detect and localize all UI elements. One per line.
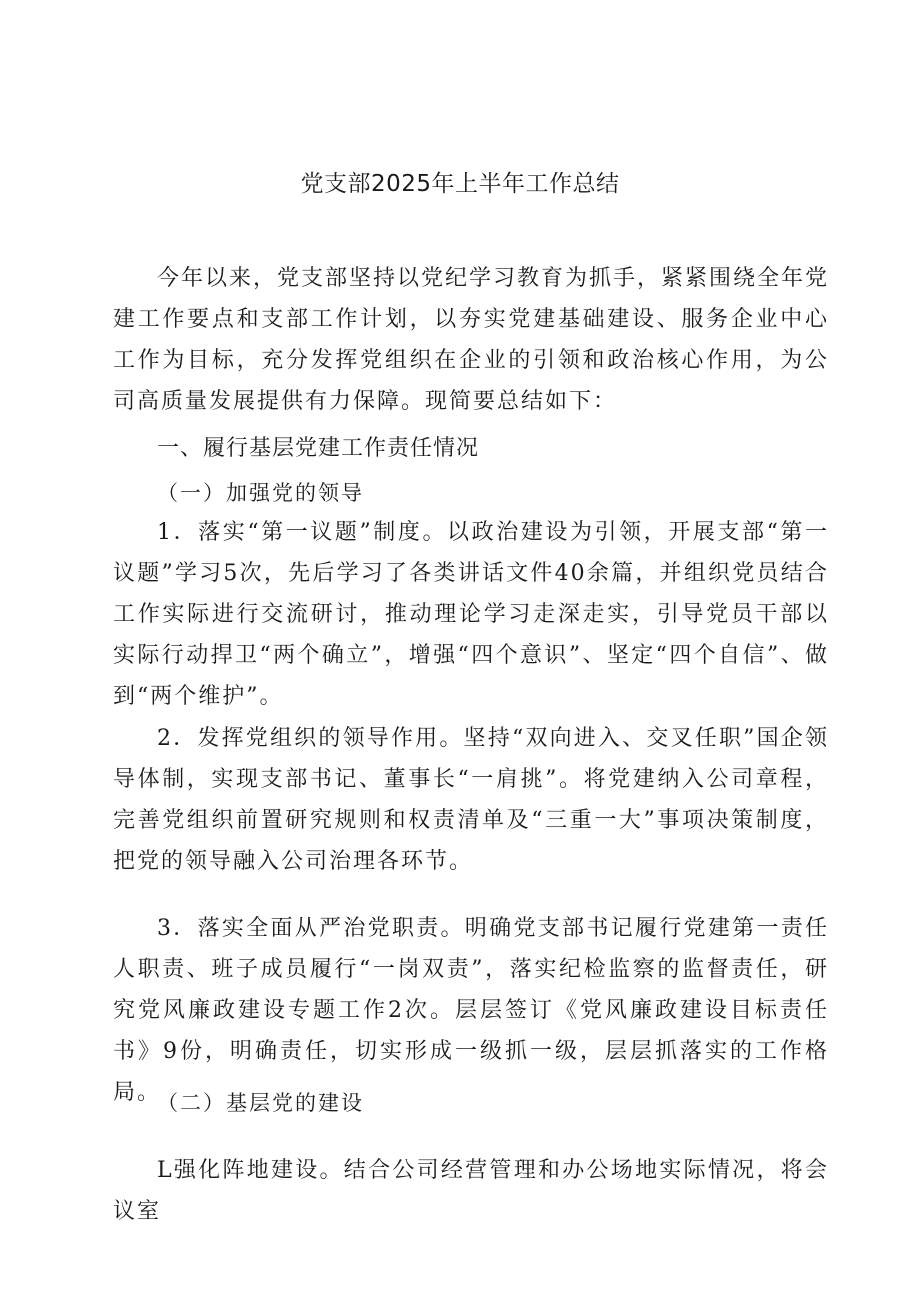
list-item: 1．落实“第一议题”制度。以政治建设为引领，开展支部“第一议题”学习5次，先后学习了各类讲话文件40余篇，并组织党员结合工作实际进行交流研讨，推动理论学习走深走实，引导党员干部以实际行动捍卫“两个确立”，增强“四个意识”、坚定“四个自信”、做到“两个维护”。	[113, 520, 829, 709]
list-item: 3．落实全面从严治党职责。明确党支部书记履行党建第一责任人职责、班子成员履行“一岗双责”，落实纪检监察的监督责任，研究党风廉政建设专题工作2次。层层签订《党风廉政建设目标责任书》9份，明确责任，切实形成一级抓一级，层层抓落实的工作格局。	[113, 916, 829, 1105]
list-item: 2．发挥党组织的领导作用。坚持“双向进入、交叉任职”国企领导体制，实现支部书记、董事长“一肩挑”。将党建纳入公司章程，完善党组织前置研究规则和权责清单及“三重一大”事项决策制度，把党的领导融入公司治理各环节。	[113, 726, 829, 874]
subsection-heading: （二）基层党的建设	[157, 1091, 364, 1115]
intro-paragraph: 今年以来，党支部坚持以党纪学习教育为抓手，紧紧围绕全年党建工作要点和支部工作计划，以夯实党建基础建设、服务企业中心工作为目标，充分发挥党组织在企业的引领和政治核心作用，为公司高质量发展提供有力保障。现简要总结如下：	[113, 266, 830, 414]
list-item: L强化阵地建设。结合公司经营管理和办公场地实际情况，将会议室	[113, 1158, 829, 1224]
document-title: 党支部2025年上半年工作总结	[300, 171, 620, 197]
subsection-heading: （一）加强党的领导	[157, 481, 364, 505]
section-heading: 一、履行基层党建工作责任情况	[157, 436, 480, 461]
